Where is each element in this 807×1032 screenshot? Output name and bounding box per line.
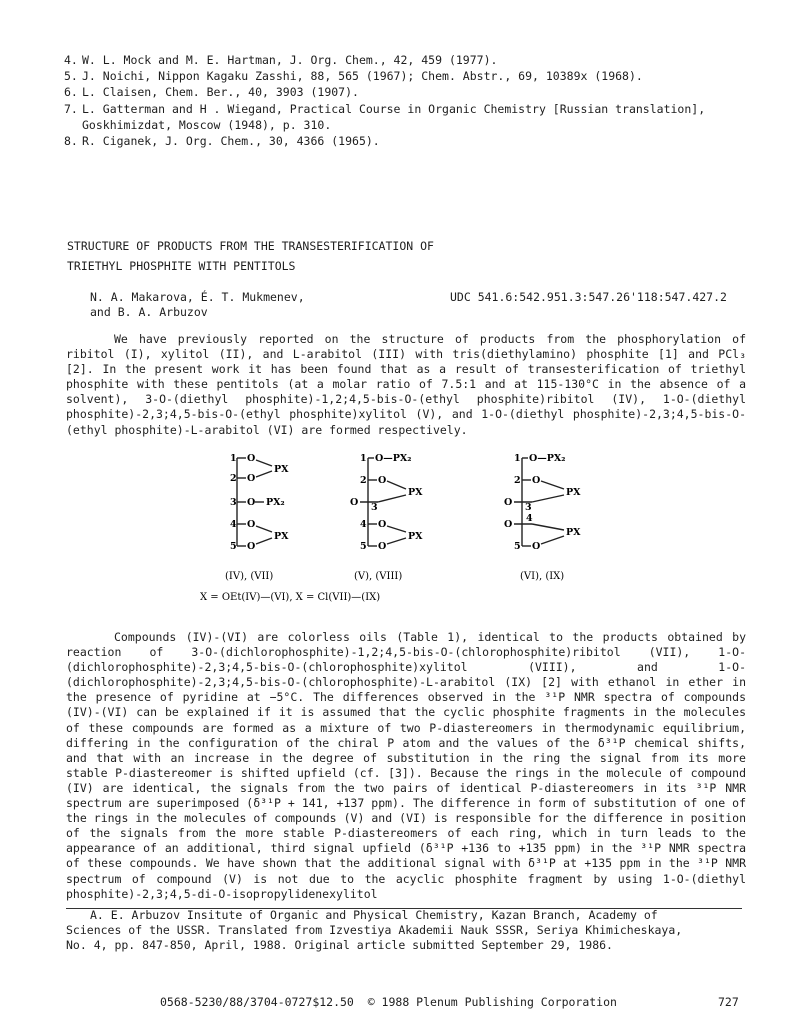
reference-item	[64, 101, 784, 133]
position-label: 4	[230, 519, 237, 530]
bond	[541, 536, 564, 544]
position-label: 5	[230, 541, 237, 552]
phosphorus-label: PX	[566, 527, 581, 538]
affiliation-footnote	[66, 908, 746, 954]
paragraph-text: We have previously reported on the structure of products from the phosphorylation of ribitol (I), xylitol (II), and L-arabitol (III) with tris(diethylamino) phosphite [1] and PCl₃ [2]. In the present work it has been found that as a result of transesterification of triethyl phosphite with these pentitols (at a molar ratio of 7.5:1 and at 115-130°C in the absence of a solvent), 3-O-(diethyl phosphite)-1,2;4,5-bis-O-(ethyl phosphite)ribitol (IV), 1-O-(diethyl phosphite)-2,3;4,5-bis-O-(ethyl phosphite)xylitol (V), and 1-O-(diethyl phosphite)-2,3;4,5-bis-O-(ethyl phosphite)-L-arabitol (VI) are formed respectively.	[66, 332, 746, 437]
bond	[256, 471, 272, 477]
position-label: 2	[230, 473, 237, 484]
bond	[387, 538, 406, 544]
position-label: 5	[514, 541, 521, 552]
bond	[256, 460, 272, 466]
body-paragraph	[66, 630, 746, 902]
bond	[378, 495, 406, 502]
position-label: 4	[526, 513, 533, 524]
oxygen-label: O	[247, 497, 256, 508]
oxygen-label: O	[378, 475, 387, 486]
reference-text: L. Claisen, Chem. Ber., 40, 3903 (1907).	[82, 85, 359, 100]
bond	[256, 538, 272, 544]
reference-text: J. Noichi, Nippon Kagaku Zasshi, 88, 565 (1967); Chem. Abstr., 69, 10389x (1968).	[82, 69, 643, 84]
phosphorus-label: PX	[408, 487, 423, 498]
phosphorus-label: PX	[274, 464, 289, 475]
oxygen-label: O	[532, 475, 541, 486]
page-number: 727	[718, 995, 739, 1009]
reference-number: 5.	[64, 69, 78, 84]
reference-text: R. Ciganek, J. Org. Chem., 30, 4366 (1965).	[82, 134, 380, 149]
reference-item	[64, 84, 784, 100]
bond	[541, 481, 564, 489]
bond	[387, 526, 406, 532]
title-line: STRUCTURE OF PRODUCTS FROM THE TRANSESTERIFICATION OF	[67, 239, 434, 253]
oxygen-label: O	[378, 519, 387, 530]
reference-text: L. Gatterman and H . Wiegand, Practical Course in Organic Chemistry [Russian translation], Goskhimizdat, Moscow (1948), p. 310.	[82, 101, 713, 132]
bond	[256, 526, 272, 532]
author-line: and B. A. Arbuzov	[90, 305, 208, 319]
reference-list	[64, 52, 784, 149]
oxygen-label: O	[378, 541, 387, 552]
oxygen-label: O	[504, 519, 513, 530]
footnote-line: A. E. Arbuzov Insitute of Organic and Physical Chemistry, Kazan Branch, Academy of	[90, 908, 658, 922]
copyright-line: 0568-5230/88/3704-0727$12.50 © 1988 Plenum Publishing Corporation	[160, 995, 617, 1009]
oxygen-label: O	[532, 541, 541, 552]
substituent-legend: X = OEt(IV)—(VI), X = Cl(VII)—(IX)	[200, 592, 381, 603]
footnote-line: No. 4, pp. 847-850, April, 1988. Original article submitted September 29, 1986.	[66, 938, 613, 953]
paragraph-text: Compounds (IV)-(VI) are colorless oils (Table 1), identical to the products obtained by reaction of 3-O-(dichlorophosphite)-1,2;4,5-bis-O-(chlorophosphite)ribitol (VII), 1-O-(dichlorophosphite)-2,3;4,5-bis-O-(chlorophosphite)xylitol (VIII), and 1-O-(dichlorophosphite)-2,3;4,5-bis-O-(chlorophosphite)-L-arabitol (IX) [2] with ethanol in ether in the presence of pyridine at −5°C. The differences observed in the ³¹P NMR spectra of compounds (IV)-(VI) can be explained if it is assumed that the cyclic phosphite fragments in the molecules of these compounds are formed as a mixture of two P-diastereomers in thermodynamic equilibrium, differing in the configuration of the chiral P atom and the values of the δ³¹P chemical shifts, and that with an increase in the degree of substitution in the ring the signal from its more stable P-diastereomer is shifted upfield (cf. [3]). Because the rings in the molecule of compound (IV) are identical, the signals from the two pairs of identical P-diastereomers in its ³¹P NMR spectrum are superimposed (δ³¹P + 141, +137 ppm). The difference in form of substitution of one of the rings in the molecules of compounds (V) and (VI) is responsible for the difference in position of the signals from the more stable P-diastereomers of each ring, which in turn leads to the appearance of an additional, third signal upfield (δ³¹P +136 to +135 ppm) in the ³¹P NMR spectra of these compounds. We have shown that the additional signal with δ³¹P at +135 ppm in the ³¹P NMR spectrum of compound (V) is not due to the acyclic phosphite fragment by using 1-O-(diethyl phosphite)-2,3;4,5-di-O-isopropylidenexylitol	[66, 630, 746, 901]
position-label: 3	[230, 497, 237, 508]
title-line: TRIETHYL PHOSPHITE WITH PENTITOLS	[67, 259, 296, 273]
oxygen-label: O	[247, 519, 256, 530]
bond	[387, 481, 406, 489]
reference-text: W. L. Mock and M. E. Hartman, J. Org. Chem., 42, 459 (1977).	[82, 53, 498, 67]
author-block	[90, 290, 305, 320]
article-title	[67, 236, 767, 276]
position-label: 3	[525, 502, 532, 513]
compound-caption: (VI), (IX)	[520, 571, 565, 582]
oxygen-label: O	[247, 473, 256, 484]
reference-item	[64, 133, 784, 149]
position-label: 3	[371, 502, 378, 513]
reference-number: 8.	[64, 134, 78, 149]
bond	[532, 524, 564, 530]
reference-number: 4.	[64, 53, 78, 67]
reference-number: 7.	[64, 101, 78, 116]
udc-code: UDC 541.6:542.951.3:547.26'118:547.427.2	[450, 290, 727, 304]
phosphorus-label: PX	[408, 531, 423, 542]
oxygen-label: O	[350, 497, 359, 508]
author-line: N. A. Makarova, É. T. Mukmenev,	[90, 290, 305, 304]
phosphorus-label: O—PX₂	[375, 453, 412, 464]
position-label: 1	[230, 453, 237, 464]
bond	[532, 495, 564, 502]
position-label: 5	[360, 541, 367, 552]
compound-caption: (V), (VIII)	[354, 571, 403, 582]
footnote-line: Sciences of the USSR. Translated from Izvestiya Akademii Nauk SSSR, Seriya Khimicheskaya,	[66, 923, 683, 938]
reference-number: 6.	[64, 85, 78, 100]
reference-item	[64, 68, 784, 84]
compound-caption: (IV), (VII)	[225, 571, 274, 582]
phosphorus-label: O—PX₂	[529, 453, 566, 464]
phosphorus-label: PX	[274, 531, 289, 542]
position-label: 2	[360, 475, 367, 486]
phosphorus-label: PX₂	[266, 497, 285, 508]
oxygen-label: O	[247, 541, 256, 552]
body-paragraph	[66, 332, 746, 438]
oxygen-label: O	[504, 497, 513, 508]
reference-item	[64, 52, 784, 68]
position-label: 4	[360, 519, 367, 530]
position-label: 1	[514, 453, 521, 464]
position-label: 1	[360, 453, 367, 464]
position-label: 2	[514, 475, 521, 486]
phosphorus-label: PX	[566, 487, 581, 498]
oxygen-label: O	[247, 453, 256, 464]
chemical-structure-scheme	[160, 450, 700, 610]
